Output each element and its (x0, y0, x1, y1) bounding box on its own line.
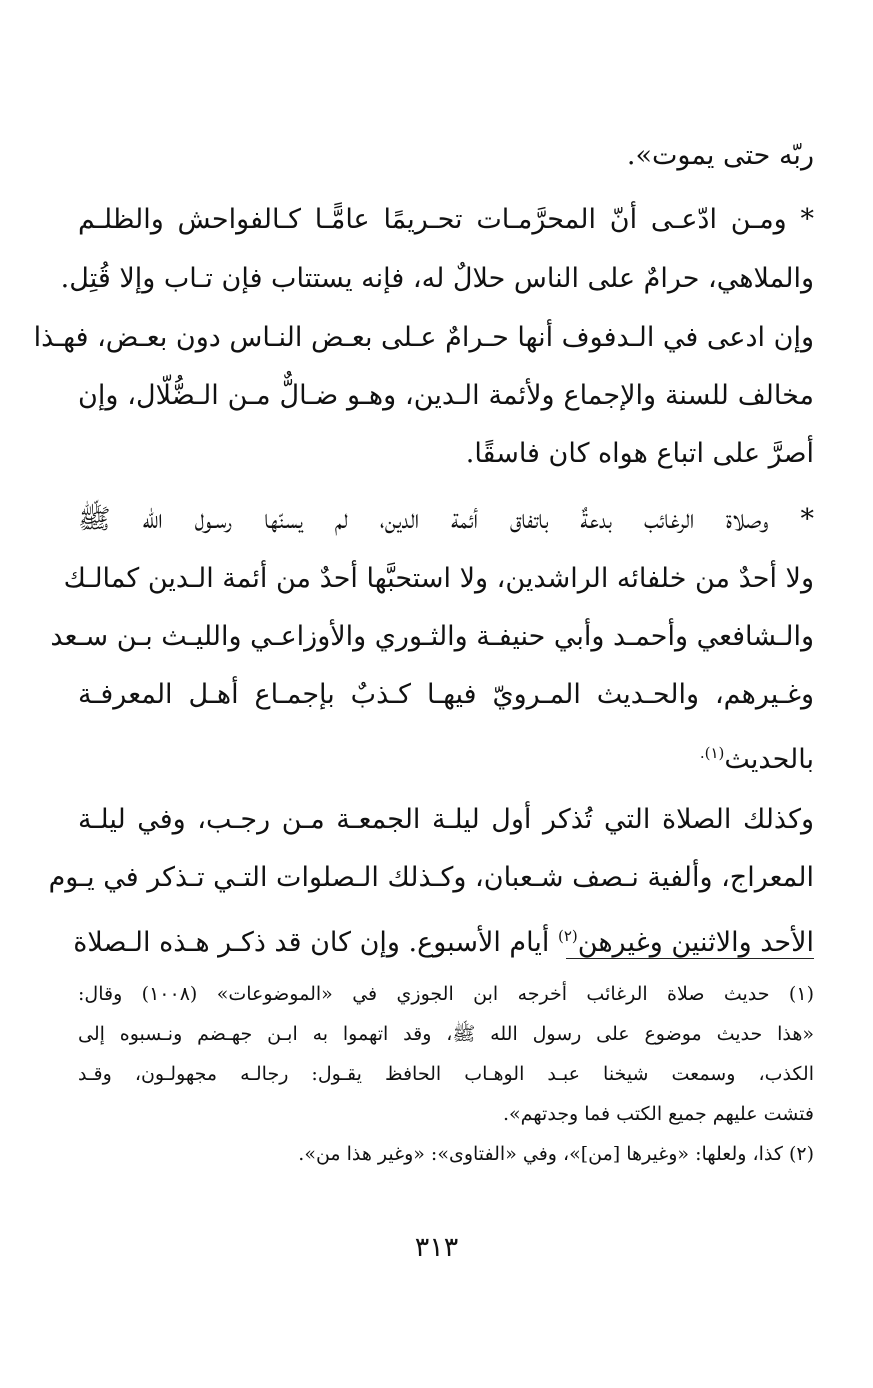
text-line: * ومـن ادّعـى أنّ المحرَّمـات تحـريمًا عامًّـا كـالفواحش والظلـم (78, 204, 814, 235)
footnote-marker: (١). (699, 744, 725, 762)
text-line: * وصلاة الرغائب بدعةٌ باتفاق أئمة الدين، لم يسنّها رسـول الله ﷺ (78, 504, 814, 535)
text-line: وإن ادعى في الـدفوف أنها حـرامٌ عـلى بعـض النـاس دون بعـض، فهـذا (33, 322, 814, 353)
text-line: المعراج، وألفية نـصف شـعبان، وكـذلك الـصلوات التـي تـذكر في يـوم (48, 862, 814, 893)
footnote-line: الكذب، وسمعت شيخنا عبـد الوهـاب الحافظ يقـول: رجالـه مجهولـون، وقـد (78, 1063, 814, 1085)
text-line: وكذلك الصلاة التي تُذكر أول ليلـة الجمعـة مـن رجـب، وفي ليلـة (78, 804, 814, 835)
footnote-separator (566, 958, 814, 959)
footnote-line: «هذا حديث موضوع على رسول الله ﷺ، وقد اتهموا به ابـن جهـضم ونـسبوه إلى (78, 1023, 814, 1045)
text-line: ربّه حتى يموت». (626, 140, 814, 171)
text-line: مخالف للسنة والإجماع ولأئمة الـدين، وهـو ضـالٌّ مـن الـضُّلّال، وإن (78, 380, 814, 411)
text-line: ولا أحدٌ من خلفائه الراشدين، ولا استحبَّها أحدٌ من أئمة الـدين كمالـك (63, 563, 814, 594)
footnote-line: (١) حديث صلاة الرغائب أخرجه ابن الجوزي في «الموضوعات» (١٠٠٨) وقال: (78, 983, 814, 1005)
text-fragment: بالحديث (724, 744, 814, 775)
text-fragment: الأحد والاثنين وغيرهن (577, 927, 814, 958)
text-line: والملاهي، حرامٌ على الناس حلالٌ له، فإنه يستتاب فإن تـاب وإلا قُتِل. (60, 263, 814, 294)
footnote-line: (٢) كذا، ولعلها: «وغيرها [من]»، وفي «الفتاوى»: «وغير هذا من». (298, 1143, 814, 1165)
text-line: أصرَّ على اتباع هواه كان فاسقًا. (465, 438, 814, 469)
footnote-line: فتشت عليهم جميع الكتب فما وجدتهم». (502, 1103, 814, 1125)
text-fragment: أيام الأسبوع. وإن كان قد ذكـر هـذه الـصلاة (73, 927, 550, 958)
text-line (78, 727, 814, 779)
text-line: وغـيرهم، والحـديث المـرويّ فيهـا كـذبٌ بإجمـاع أهـل المعرفـة (78, 679, 814, 710)
text-line: والـشافعي وأحمـد وأبي حنيفـة والثـوري والأوزاعـي والليـث بـن سـعد (50, 621, 814, 652)
page-number: ٣١٣ (414, 1232, 459, 1263)
footnote-marker: (٢) (557, 927, 578, 945)
text-line (73, 910, 814, 962)
